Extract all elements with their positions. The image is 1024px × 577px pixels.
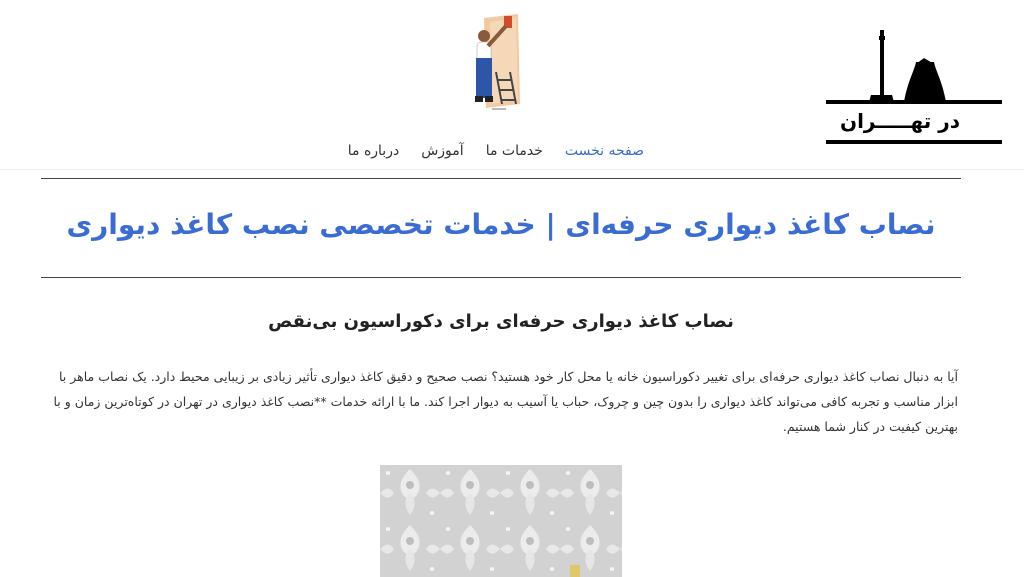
brand-label: در تهـــــران xyxy=(840,109,960,133)
nav-item-about[interactable]: درباره ما xyxy=(347,143,400,159)
nav-item-home[interactable]: صفحه نخست xyxy=(564,143,644,159)
damask-pattern xyxy=(380,465,622,577)
title-divider-top xyxy=(41,178,961,179)
wallpaper-installer-icon[interactable] xyxy=(466,10,548,114)
nav-item-training[interactable]: آموزش xyxy=(421,143,464,159)
nav-items xyxy=(348,140,644,162)
intro-paragraph: آیا به دنبال نصاب کاغذ دیواری حرفه‌ای برای تغییر دکوراسیون خانه یا محل کار خود هستید؟ نصب صحیح و دقیق کاغذ دیواری تأثیر زیادی بر زیبایی محیط دارد. یک نصاب ماهر با ابزار مناسب و تجربه کافی می‌تواند کاغذ دیواری را بدون چین و چروک، حباب یا آسیب به دیوار اجرا کند. ما با ارائه خدمات **نصب کاغذ دیواری در تهران در کوتاه‌ترین زمان و با بهترین کیفیت در کنار شما هستیم. xyxy=(53,369,958,434)
section-heading: نصاب کاغذ دیواری حرفه‌ای برای دکوراسیون بی‌نقص xyxy=(268,311,734,332)
main-navigation xyxy=(0,140,1024,164)
title-divider-bottom xyxy=(41,277,961,278)
page-title: نصاب کاغذ دیواری حرفه‌ای | خدمات تخصصی نصب کاغذ دیواری xyxy=(66,208,936,241)
nav-item-services[interactable]: خدمات ما xyxy=(485,143,543,159)
wallpaper-pattern-image xyxy=(380,465,622,577)
site-header xyxy=(0,0,1024,170)
